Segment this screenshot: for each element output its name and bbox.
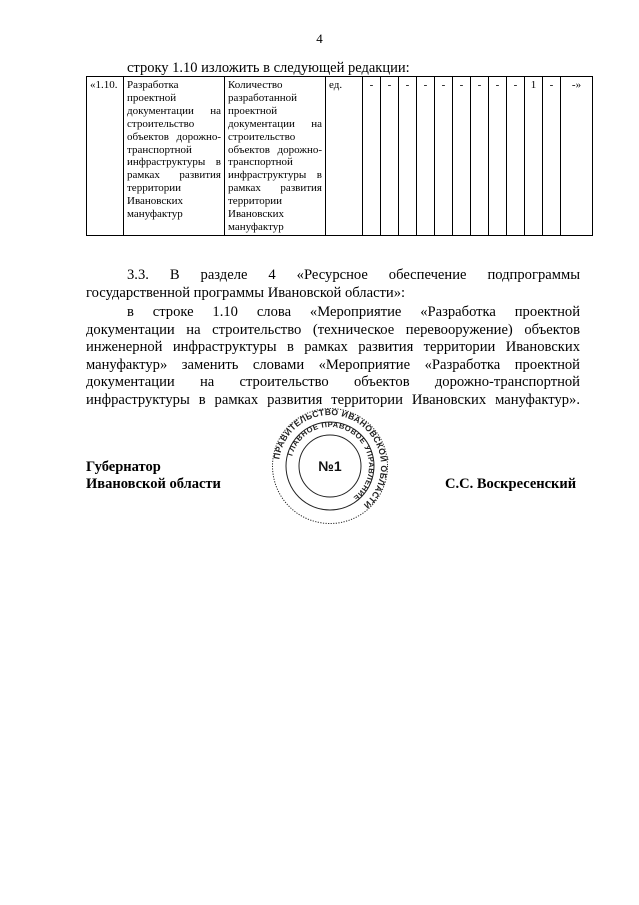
page-number: 4 [316,31,323,46]
signatory-title-line2: Ивановской области [86,476,221,492]
value-cell: - [435,77,453,236]
value-cell: - [507,77,525,236]
value-cell: - [381,77,399,236]
body-paragraph: в строке 1.10 слова «Мероприятие «Разработка проектной документации на строительство (техническое перевооружение) объектов инженерной инфраструктуры в рамках развития территории Ивановских мануфактур» заменить словами «Мероприятие «Разработка проектной документации на строительство объектов дорожно-транспортной инфраструктуры в рамках развития территории Ивановских мануфактур». [86,304,580,408]
signatory-name: С.С. Воскресенский [445,476,577,492]
last-value-cell: -» [561,77,593,236]
value-cell: - [471,77,489,236]
unit-cell: ед. [326,77,363,236]
value-cell: - [453,77,471,236]
value-cell: - [399,77,417,236]
stamp-number: №1 [318,458,342,474]
indicator-table [86,76,593,236]
stamp-inner-text: ГЛАВНОЕ ПРАВОВОЕ УПРАВЛЕНИЕ [285,419,377,504]
value-cell: - [363,77,381,236]
value-cell: 1 [525,77,543,236]
value-cell: - [417,77,435,236]
section-heading: 3.3. В разделе 4 «Ресурсное обеспечение подпрограммы государственной программы Ивановской области»: [86,267,580,301]
signatory-title [86,459,221,493]
table-row [87,77,593,236]
intro-text: строку 1.10 изложить в следующей редакции: [127,60,410,76]
row-number-cell: «1.10. [87,77,124,236]
signatory-title-line1: Губернатор [86,459,161,475]
event-name-cell: Разработка проектной документации на строительство объектов дорожно-транспортной инфраструктуры в рамках развития территории Ивановских мануфактур [124,77,225,236]
official-stamp [271,407,389,525]
stamp-outer-text: ПРАВИТЕЛЬСТВО ИВАНОВСКОЙ ОБЛАСТИ [271,407,389,511]
indicator-name-cell: Количество разработанной проектной документации на строительство объектов дорожно-транспортной инфраструктуры в рамках развития территории Ивановских мануфактур [225,77,326,236]
value-cell: - [543,77,561,236]
value-cell: - [489,77,507,236]
